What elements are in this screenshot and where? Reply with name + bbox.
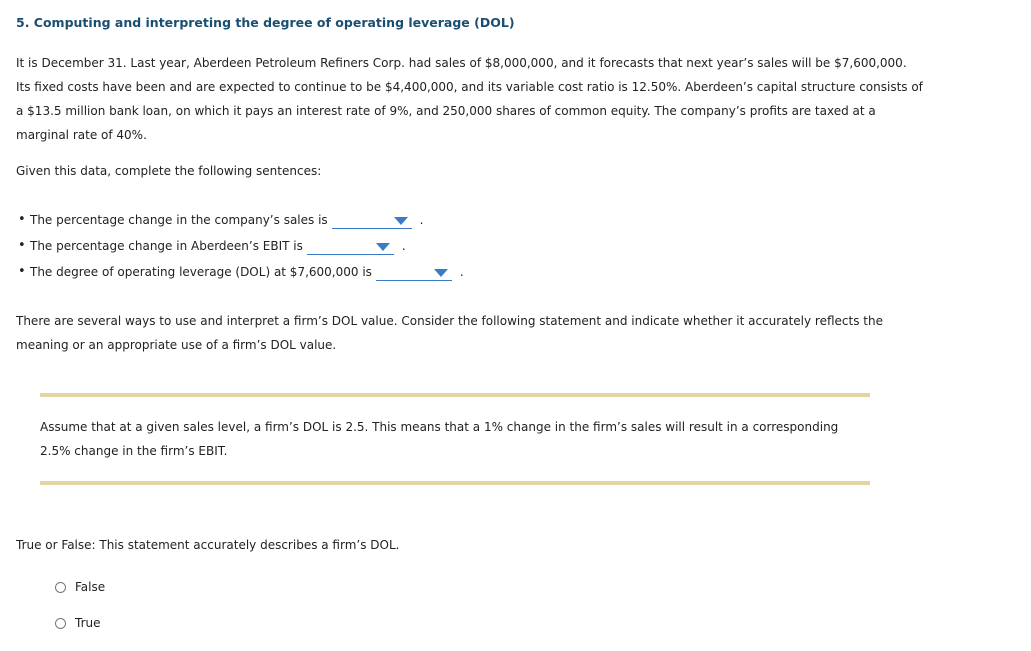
option-label: True [75,616,101,630]
bullet-dot: • [18,264,26,279]
statement-top-divider [40,393,870,397]
interpret-paragraph [16,309,883,357]
period: . [419,213,424,227]
bullet-text: The percentage change in Aberdeen’s EBIT is [30,239,303,253]
radio-button-true[interactable] [55,618,66,629]
tf-prompt-line: True or False: This statement accurately describes a firm’s DOL. [16,538,400,552]
intro-line: a $13.5 million bank loan, on which it pays an interest rate of 9%, and 250,000 shares of common equity. The company’s profits are taxed at a [16,104,876,118]
chevron-down-icon [434,269,448,277]
option-true[interactable] [55,614,101,632]
statement-line: Assume that at a given sales level, a firm’s DOL is 2.5. This means that a 1% change in the firm’s sales will result in a corresponding [40,420,839,434]
interpret-line: meaning or an appropriate use of a firm’s DOL value. [16,338,337,352]
statement-line: 2.5% change in the firm’s EBIT. [40,444,228,458]
bullet-dol-value [18,263,464,281]
statement-box [40,415,838,463]
intro-line: Its fixed costs have been and are expected to continue to be $4,400,000, and its variable cost ratio is 12.50%. Aberdeen’s capital structure consists of [16,80,923,94]
question-title: 5. Computing and interpreting the degree of operating leverage (DOL) [16,15,515,30]
radio-button-false[interactable] [55,582,66,593]
bullet-ebit-change [18,237,406,255]
tf-prompt [16,533,399,557]
period: . [401,239,406,253]
bullet-text: The percentage change in the company’s sales is [30,213,328,227]
period: . [459,265,464,279]
instruction-line: Given this data, complete the following sentences: [16,164,322,178]
interpret-line: There are several ways to use and interpret a firm’s DOL value. Consider the following statement and indicate whether it accurately reflects the [16,314,883,328]
intro-paragraph [16,51,923,147]
statement-bottom-divider [40,481,870,485]
option-false[interactable] [55,578,105,596]
bullet-sales-change [18,211,424,229]
ebit-change-dropdown[interactable] [307,238,394,255]
bullet-text: The degree of operating leverage (DOL) at $7,600,000 is [30,265,372,279]
intro-line: It is December 31. Last year, Aberdeen Petroleum Refiners Corp. had sales of $8,000,000, and it forecasts that next year’s sales will be $7,600,000. [16,56,907,70]
option-label: False [75,580,106,594]
chevron-down-icon [394,217,408,225]
instruction-text [16,159,321,183]
intro-line: marginal rate of 40%. [16,128,147,142]
dol-dropdown[interactable] [376,264,452,281]
bullet-dot: • [18,238,26,253]
chevron-down-icon [376,243,390,251]
bullet-dot: • [18,212,26,227]
sales-change-dropdown[interactable] [332,212,412,229]
